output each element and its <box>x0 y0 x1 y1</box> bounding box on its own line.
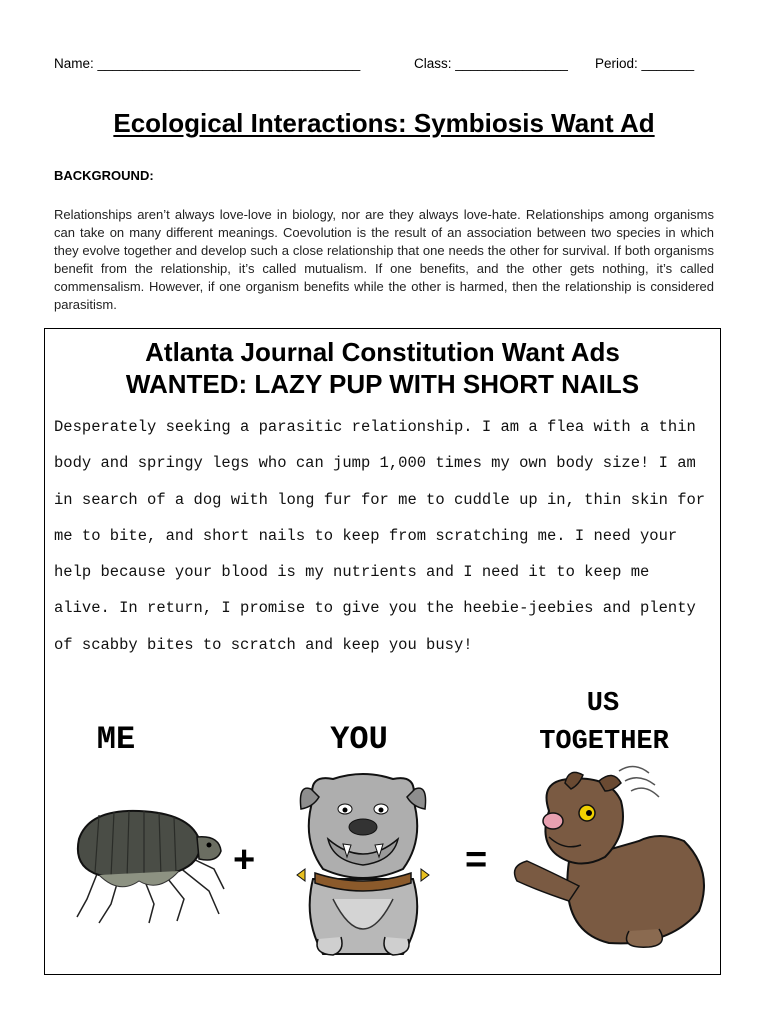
label-together: TOGETHER <box>539 727 669 757</box>
ad-title-line2: WANTED: LAZY PUP WITH SHORT NAILS <box>125 369 640 399</box>
header-fields <box>54 56 714 116</box>
want-ad-box <box>44 328 721 975</box>
plus-sign: + <box>233 839 256 881</box>
flea-illustration-icon <box>59 799 229 929</box>
background-paragraph: Relationships aren’t always love-love in biology, nor are they always love-hate. Relationships among organisms can take on many different meanings. Coevolution is the result of an association between two species in which they evolve together and develop such a close relationship that one needs the other for survival. If both organisms benefit from the relationship, it’s called mutualism. If one benefits, and the other gets nothing, it’s called commensalism. However, if one organism benefits while the other is harmed, then the relationship is considered parasitism. <box>54 207 714 312</box>
ad-body-text: Desperately seeking a parasitic relationship. I am a flea with a thin body and springy legs who can jump 1,000 times my own body size! I am in search of a dog with long fur for me to cuddle up in, thin skin for me to bite, and short nails to keep from scratching me. I need your help because your blood is my nutrients and I need it to keep me alive. In return, I promise to give you the heebie-jeebies and plenty of scabby bites to scratch and keep you busy! <box>54 418 706 654</box>
period-field-label: Period: _______ <box>595 56 695 71</box>
name-field-label: Name: ___________________________________ <box>54 56 361 71</box>
label-us: US <box>586 689 620 719</box>
class-field-label: Class: _______________ <box>414 56 568 71</box>
background-heading: BACKGROUND: <box>54 168 154 183</box>
label-me: ME <box>96 721 136 758</box>
page-title: Ecological Interactions: Symbiosis Want Ad <box>113 108 655 138</box>
ad-title-line1: Atlanta Journal Constitution Want Ads <box>145 337 620 367</box>
equals-sign: = <box>465 839 488 881</box>
bulldog-illustration-icon <box>293 769 433 959</box>
label-you: YOU <box>330 721 388 758</box>
scratching-dog-illustration-icon <box>509 761 709 951</box>
